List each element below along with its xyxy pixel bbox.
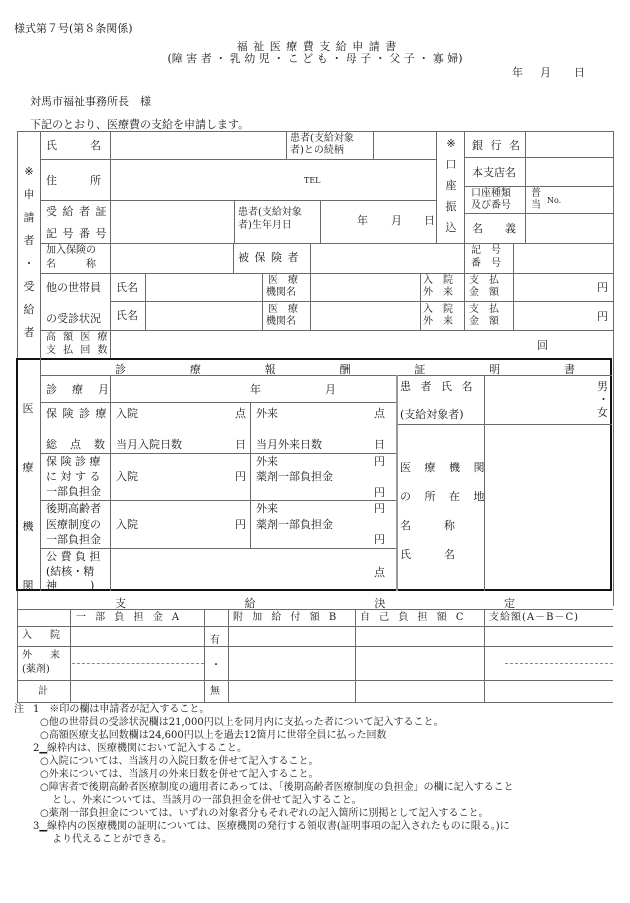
yen-unit: 円	[597, 310, 608, 323]
inpatient-option[interactable]: 入 院	[423, 304, 453, 315]
insured-field[interactable]	[312, 245, 462, 271]
other-members-label-1: 他の世帯員	[46, 281, 101, 294]
doctor-name-label: 氏 名	[400, 548, 455, 561]
relation-field[interactable]	[375, 133, 434, 157]
applicant-section-label: ※ 申 請 者 ・ 受 給 者	[23, 165, 35, 339]
other-name-label: 氏名	[116, 281, 138, 294]
row-outpatient-label: 外 来	[22, 650, 64, 661]
other-paid-field[interactable]	[515, 303, 595, 328]
applicant-name-field[interactable]	[112, 133, 284, 157]
count-unit: 回	[537, 339, 548, 352]
public-expense-label: 神 )	[46, 579, 95, 592]
inst-address-label: 医 療 機 関	[400, 461, 490, 474]
presence-yes[interactable]: 有	[210, 635, 220, 646]
paid-label: 支 払	[469, 304, 499, 315]
days-unit: 日	[374, 438, 385, 451]
elderly-label: 後期高齢者	[46, 502, 101, 515]
yen-unit: 円	[597, 281, 608, 294]
relation-label-2: 者)との続柄	[290, 145, 344, 156]
col-payment-total: 支給額(A－B－C)	[489, 612, 580, 623]
paid-label: 金 額	[469, 287, 499, 298]
holder-field[interactable]	[527, 215, 611, 241]
insurance-label-2: 名 称	[46, 259, 96, 270]
notes-prefix: 注	[14, 704, 24, 715]
decision-header: 支 給 決 定	[115, 597, 515, 610]
inpatient-option[interactable]: 入 院	[423, 275, 453, 286]
treatment-year-label: 年	[250, 383, 261, 396]
points-label-2: 総 点 数	[46, 438, 106, 451]
other-name-label: 氏名	[116, 309, 138, 322]
acct-number-field[interactable]	[562, 188, 611, 211]
form-number: 様式第７号(第８条関係)	[14, 22, 133, 35]
sex-separator: ・	[598, 393, 609, 406]
col-copay-a: 一 部 負 担 金 A	[76, 612, 183, 623]
relation-label-1: 患者(支給対象	[290, 133, 354, 144]
address-label: 住 所	[46, 174, 101, 187]
public-expense-label: 公 費 負 担	[46, 550, 101, 563]
name-label: 氏 名	[46, 139, 101, 152]
acct-no-label: No.	[547, 196, 562, 205]
insurance-name-field[interactable]	[112, 245, 231, 271]
patient-name-field[interactable]	[486, 377, 586, 422]
insured-symbol-field[interactable]	[515, 245, 611, 271]
yen-unit: 円	[235, 518, 246, 531]
note-line: ○他の世帯員の受診状況欄は21,000円以上を同月内に支払った者について記入すること。	[40, 717, 444, 728]
sex-female-option[interactable]: 女	[597, 406, 608, 419]
acct-type-current[interactable]: 当	[531, 200, 541, 211]
points-label-1: 保 険 診 療	[46, 407, 108, 420]
outpatient-elderly-label: 外来	[256, 502, 278, 515]
days-unit: 日	[235, 438, 246, 451]
col-self-pay-c: 自 己 負 担 額 C	[360, 612, 467, 623]
bank-name-field[interactable]	[527, 133, 611, 155]
outpatient-days-label: 当月外来日数	[256, 438, 322, 451]
patient-name-label: 患 者 氏 名	[400, 380, 476, 393]
medical-section-label: 医 療 機 関	[22, 402, 34, 592]
insurance-label-1: 加入保険の	[46, 245, 96, 256]
note-line: ○外来については、当該月の外来日数を併せて記入すること。	[40, 769, 319, 780]
other-name-field[interactable]	[147, 303, 260, 328]
bank-section-label: ※ 口 座 振 込	[445, 137, 457, 234]
note-line: ○薬剤一部負担金については、いずれの対象者分もそれぞれの記入箇所に別掲として記入すること。	[40, 808, 489, 819]
note-line: 2▁線枠内は、医療機関において記入すること。	[33, 743, 248, 754]
note-line: ○障害者で後期高齢者医療制度の適用者にあっては、「後期高齢者医療制度の負担金」の欄に記入すること	[40, 782, 514, 793]
row-total-label: 計	[38, 686, 48, 697]
row-inpatient-label: 入 院	[22, 630, 64, 641]
drug-copay-label: 薬剤一部負担金	[256, 470, 333, 483]
high-cost-count-field[interactable]	[112, 332, 532, 356]
outpatient-option[interactable]: 外 来	[423, 287, 453, 298]
inpatient-copay-label: 入院	[116, 470, 138, 483]
sex-male-option[interactable]: 男	[597, 380, 608, 393]
holder-label: 名 義	[472, 222, 516, 235]
patient-birth-label-2: 者)生年月日	[238, 220, 292, 231]
bank-name-label: 銀 行 名	[472, 139, 522, 152]
date-month-label: 月	[540, 66, 551, 79]
patient-birth-label-1: 患者(支給対象	[238, 207, 302, 218]
yen-unit: 円	[374, 502, 385, 515]
note-line: ○入院については、当該月の入院日数を併せて記入すること。	[40, 756, 319, 767]
copay-label: 保 険 診 療	[46, 455, 101, 468]
intro-text: 下記のとおり、医療費の支給を申請します。	[30, 118, 250, 131]
note-line: とし、外来については、当該月の一部負担金を併せて記入すること。	[52, 795, 362, 806]
outpatient-points-label: 外来	[256, 407, 278, 420]
patient-name-sub-label: (支給対象者)	[400, 408, 464, 421]
presence-no[interactable]: 無	[210, 686, 220, 697]
other-institution-field[interactable]	[312, 303, 418, 328]
other-members-label-2: の受診状況	[46, 312, 101, 325]
presence-separator: ・	[211, 660, 221, 671]
paid-label: 支 払	[469, 275, 499, 286]
date-day-label: 日	[574, 66, 585, 79]
birth-month-label: 月	[391, 214, 402, 227]
inst-label: 機関名	[266, 287, 296, 298]
acct-type-label-1: 口座種類	[471, 188, 511, 199]
note-line: 3▁線枠内の医療機関の証明については、医療機関の発行する領収書(証明事項の記入されたものに限る。)に	[33, 821, 510, 832]
note-line: より代えることができる。	[52, 834, 172, 845]
yen-unit: 円	[374, 486, 385, 499]
col-additional-b: 附 加 給 付 額 B	[233, 612, 340, 623]
points-unit: 点	[235, 407, 246, 420]
public-expense-label: (結核・精	[46, 565, 95, 578]
inst-label: 機関名	[266, 316, 296, 327]
inst-label: 医 療	[268, 304, 298, 315]
inpatient-days-label: 当月入院日数	[116, 438, 182, 451]
branch-field[interactable]	[527, 159, 611, 184]
points-unit: 点	[374, 566, 385, 579]
elderly-label: 医療制度の	[46, 518, 101, 531]
tel-label: TEL	[304, 176, 321, 185]
other-paid-field[interactable]	[515, 275, 595, 299]
cert-label-1: 受 給 者 証	[46, 205, 108, 218]
insured-label: 被 保 険 者	[238, 251, 300, 264]
cert-label-2: 記 号 番 号	[46, 227, 108, 240]
birth-day-label: 日	[424, 214, 435, 227]
inst-address-label: の 所 在 地	[400, 490, 490, 503]
note-line: ○高額医療支払回数欄は24,600円以上を過去12箇月に世帯全員に払った回数	[40, 730, 387, 741]
high-cost-label-1: 高 額 医 療	[46, 332, 110, 343]
institution-info-field[interactable]	[486, 426, 610, 589]
inst-label: 医 療	[268, 275, 298, 286]
cert-number-field[interactable]	[112, 202, 232, 241]
acct-type-label-2: 及び番号	[471, 200, 511, 211]
note-line: 1 ※印の欄は申請者が記入すること。	[33, 704, 210, 715]
medical-cert-header: 診 療 報 酬 証 明 書	[115, 363, 575, 376]
treatment-month-label: 診 療 月	[46, 383, 111, 396]
branch-label: 本支店名	[472, 166, 516, 179]
points-unit: 点	[374, 407, 385, 420]
paid-label: 金 額	[469, 316, 499, 327]
acct-type-ordinary[interactable]: 普	[531, 188, 541, 199]
inpatient-points-label: 入院	[116, 407, 138, 420]
copay-label: に 対 す る	[46, 470, 101, 483]
high-cost-label-2: 支 払 回 数	[46, 345, 110, 356]
symbol-label-2: 番 号	[471, 258, 501, 269]
birth-year-label: 年	[357, 214, 368, 227]
outpatient-option[interactable]: 外 来	[423, 316, 453, 327]
other-name-field[interactable]	[147, 275, 260, 299]
outpatient-copay-label: 外来	[256, 455, 278, 468]
addressee: 対馬市福祉事務所長 様	[30, 95, 151, 108]
other-institution-field[interactable]	[312, 275, 418, 299]
elderly-label: 一部負担金	[46, 533, 101, 546]
address-field[interactable]	[112, 161, 434, 198]
drug-copay-label: 薬剤一部負担金	[256, 518, 333, 531]
form-title: 福 祉 医 療 費 支 給 申 請 書	[236, 40, 398, 53]
treatment-month-unit: 月	[325, 383, 336, 396]
yen-unit: 円	[374, 533, 385, 546]
copay-label: 一部負担金	[46, 485, 101, 498]
yen-unit: 円	[235, 470, 246, 483]
symbol-label-1: 記 号	[471, 245, 501, 256]
inpatient-elderly-label: 入院	[116, 518, 138, 531]
form-subtitle: (障 害 者 ・ 乳 幼 児 ・ こ ど も ・ 母 子 ・ 父 子 ・ 寡 婦)	[167, 52, 463, 65]
date-year-label: 年	[512, 66, 523, 79]
inst-name-label: 名 称	[400, 519, 455, 532]
yen-unit: 円	[374, 455, 385, 468]
row-drug-label: (薬剤)	[22, 664, 50, 675]
